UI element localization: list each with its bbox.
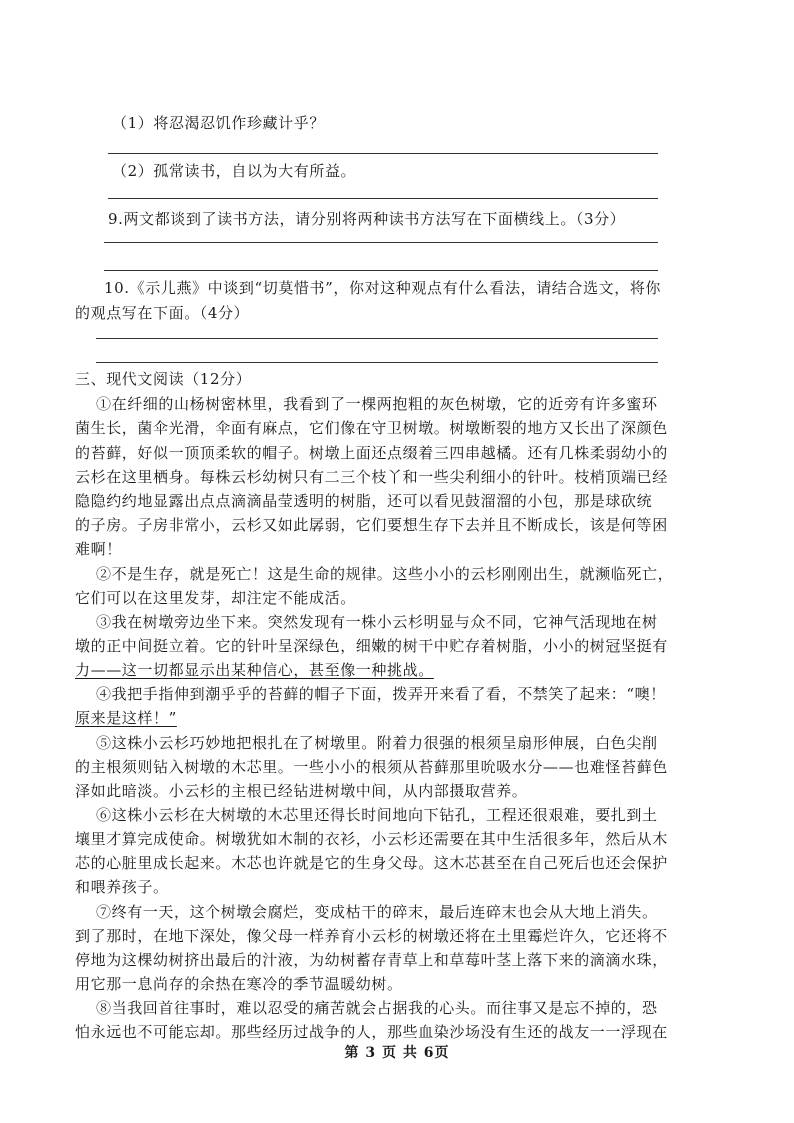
- answer-line[interactable]: [108, 198, 658, 199]
- q10-line-2: 的观点写在下面。（4分）: [75, 304, 250, 322]
- passage-line: 怕永远也不可能忘却。那些经历过战争的人，那些血染沙场没有生还的战友一一浮现在: [75, 1023, 668, 1041]
- passage-line: 和喂养孩子。: [75, 878, 169, 896]
- passage-line: 原来是这样！”: [75, 709, 177, 727]
- passage-line: ⑥这株小云杉在大树墩的木芯里还得长时间地向下钻孔，工程还很艰难，要扎到土: [96, 806, 658, 824]
- q8-item-1: （1）将忍渴忍饥作珍藏计乎？: [112, 114, 325, 132]
- answer-line[interactable]: [96, 338, 658, 339]
- q8-item-2: （2）孤常读书，自以为大有所益。: [112, 162, 357, 180]
- answer-line[interactable]: [108, 153, 658, 154]
- answer-line[interactable]: [104, 242, 658, 243]
- passage-line: ⑤这株小云杉巧妙地把根扎在了树墩里。附着力很强的根须呈扇形伸展，白色尖削: [96, 734, 658, 752]
- section-heading: 三、现代文阅读（12分）: [75, 370, 252, 388]
- passage-line: 的子房。子房非常小，云杉又如此孱弱，它们要想生存下去并且不断成长，该是何等困: [75, 516, 668, 534]
- passage-line: 壤里才算完成使命。树墩犹如木制的衣衫，小云杉还需要在其中生活很多年，然后从木: [75, 830, 668, 848]
- passage-line: 到了那时，在地下深处，像父母一样养育小云杉的树墩还将在土里霉烂许久，它还将不: [75, 927, 668, 945]
- passage-line: ⑧当我回首往事时，难以忍受的痛苦就会占据我的心头。而往事又是忘不掉的，恐: [96, 999, 658, 1017]
- passage-line: 隐隐约约地显露出点点滴滴晶莹透明的树脂，还可以看见鼓溜溜的小包，那是球砍统: [75, 492, 653, 510]
- answer-line[interactable]: [96, 362, 658, 363]
- passage-line: ③我在树墩旁边坐下来。突然发现有一株小云杉明显与众不同，它神气活现地在树: [96, 613, 658, 631]
- passage-line: 墩的正中间挺立着。它的针叶呈深绿色，细嫩的树干中贮存着树脂，小小的树冠坚挺有: [75, 637, 668, 655]
- page-footer: 第 3 页 共 6页: [344, 1045, 450, 1061]
- passage-line: 停地为这棵幼树挤出最后的汁液，为幼树蓄存青草上和草莓叶茎上落下来的滴滴水珠，: [75, 951, 668, 969]
- passage-line: ⑦终有一天，这个树墩会腐烂，变成枯干的碎末，最后连碎末也会从大地上消失。: [96, 903, 658, 921]
- passage-line: 它们可以在这里发芽，却注定不能成活。: [75, 589, 356, 607]
- q10-line-1: 10.《示儿燕》中谈到“切莫惜书”，你对这种观点有什么看法，请结合选文，将你: [104, 279, 661, 297]
- passage-line: 的主根须则钻入树墩的木芯里。一些小小的根须从苔藓那里吮吸水分——也难怪苔藓色: [75, 758, 668, 776]
- passage-line: 芯的心脏里成长起来。木芯也许就是它的生身父母。这木芯甚至在自己死后也还会保护: [75, 854, 668, 872]
- answer-line[interactable]: [104, 270, 658, 271]
- passage-line: 云杉在这里栖身。每株云杉幼树只有二三个枝丫和一些尖利细小的针叶。枝梢顶端已经: [75, 468, 668, 486]
- passage-line: ④我把手指伸到潮乎乎的苔藓的帽子下面，拨弄开来看了看，不禁笑了起来：“噢！: [96, 685, 666, 703]
- passage-line: 菌生长，菌伞光滑，伞面有麻点，它们像在守卫树墩。树墩断裂的地方又长出了深颜色: [75, 419, 668, 437]
- passage-line: 力——这一切都显示出某种信心，甚至像一种挑战。: [75, 661, 434, 679]
- passage-line: ①在纤细的山杨树密林里，我看到了一棵两抱粗的灰色树墩，它的近旁有许多蜜环: [96, 395, 658, 413]
- passage-line: 的苔藓，好似一顶顶柔软的帽子。树墩上面还点缀着三四串越橘。还有几株柔弱幼小的: [75, 444, 668, 462]
- passage-line: 难啊！: [75, 540, 122, 558]
- passage-line: ②不是生存，就是死亡！这是生命的规律。这些小小的云杉刚刚出生，就濒临死亡，: [96, 565, 674, 583]
- q9-text: 9.两文都谈到了读书方法，请分别将两种读书方法写在下面横线上。（3分）: [108, 210, 626, 228]
- passage-line: 用它那一息尚存的余热在寒冷的季节温暖幼树。: [75, 975, 403, 993]
- passage-line: 泽如此暗淡。小云杉的主根已经钻进树墩中间，从内部摄取营养。: [75, 782, 528, 800]
